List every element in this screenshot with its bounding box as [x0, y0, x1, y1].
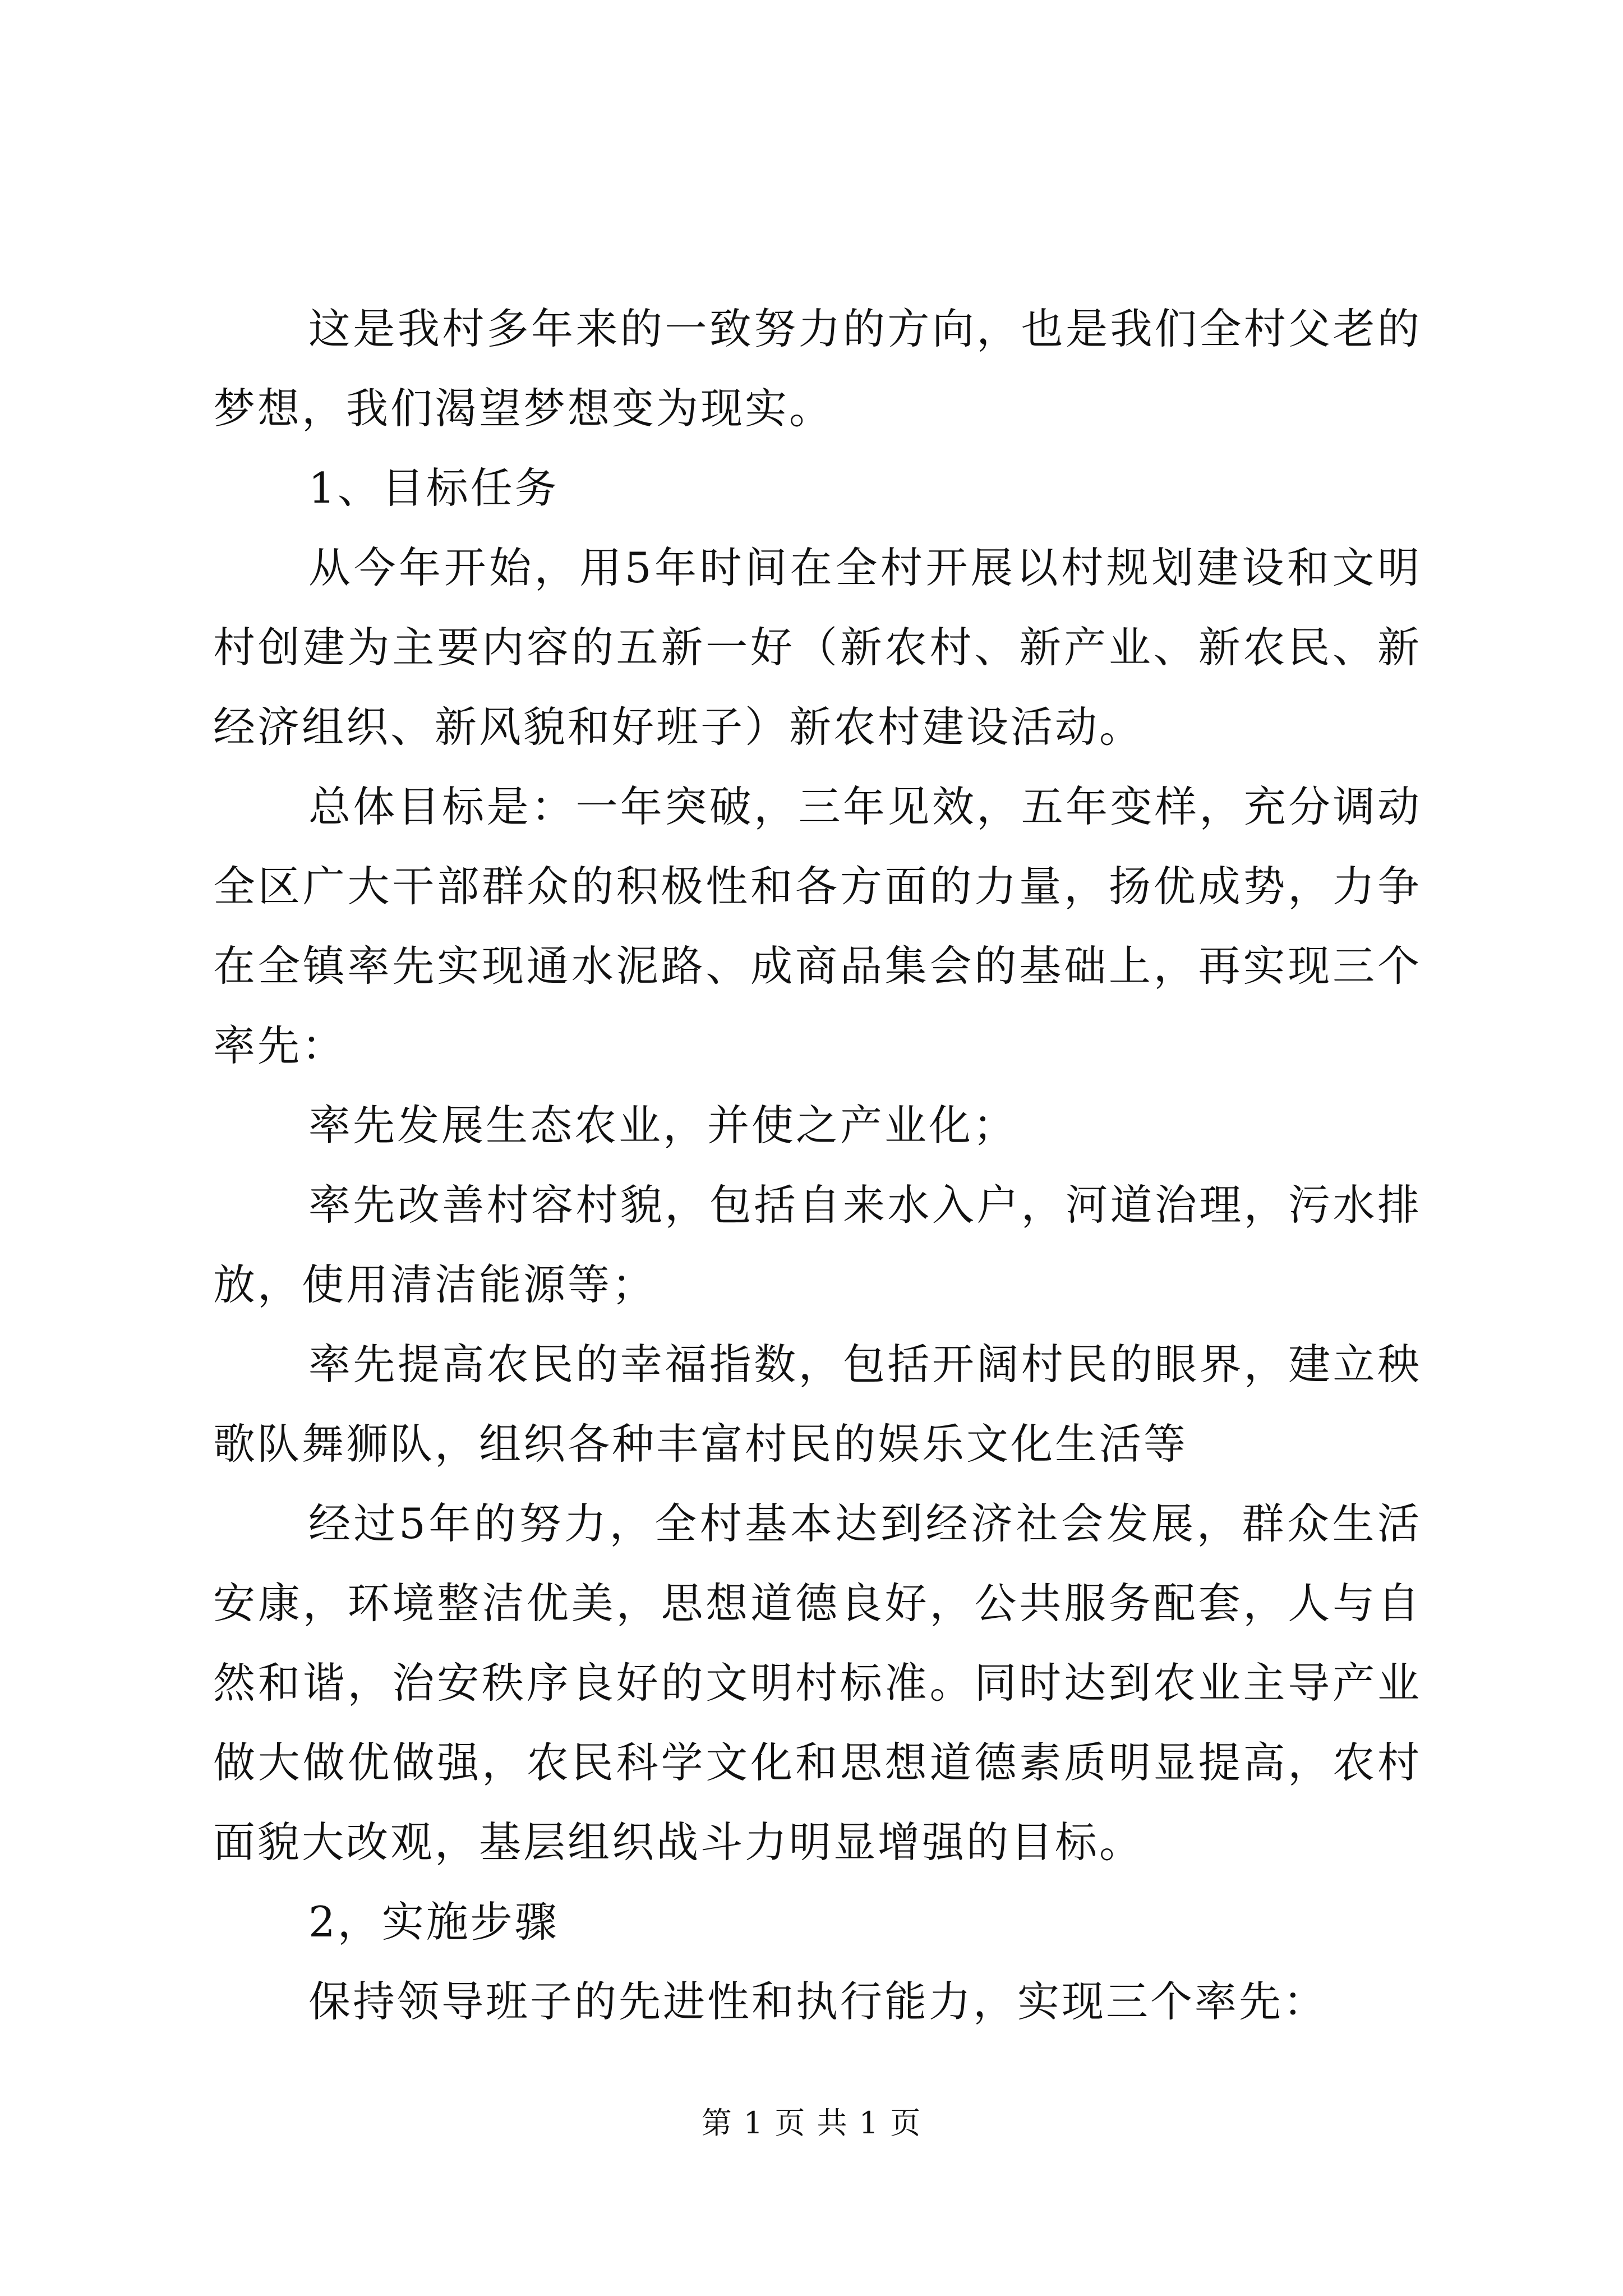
paragraph-leadership: 保持领导班子的先进性和执行能力，实现三个率先： — [308, 1977, 1328, 2026]
paragraph-intro: 这是我村多年来的一致努力的方向，也是我们全村父老的梦想，我们渴望梦想变为现实。 — [213, 304, 1422, 433]
paragraph-second-lead: 率先改善村容村貌，包括自来水入户，河道治理，污水排放，使用清洁能源等； — [213, 1180, 1422, 1309]
paragraph-five-year-result: 经过5年的努力，全村基本达到经济社会发展，群众生活安康，环境整洁优美，思想道德良好，公共服务配套，人与自然和谐，治安秩序良好的文明村标准。同时达到农业主导产业做大做优做强，农民科学文化和思想道德素质明显提高，农村面貌大改观，基层组织战斗力明显增强的目标。 — [213, 1499, 1422, 1867]
paragraph-five-new-one-good: 从今年开始，用5年时间在全村开展以村规划建设和文明村创建为主要内容的五新一好（新农村、新产业、新农民、新经济组织、新风貌和好班子）新农村建设活动。 — [213, 543, 1422, 752]
document-body — [213, 289, 1422, 2041]
page-footer: 第 1 页 共 1 页 — [701, 2105, 922, 2141]
heading-implementation-steps: 2，实施步骤 — [308, 1897, 559, 1947]
paragraph-first-lead: 率先发展生态农业，并使之产业化； — [308, 1101, 1018, 1150]
paragraph-third-lead: 率先提高农民的幸福指数，包括开阔村民的眼界，建立秧歌队舞狮队，组织各种丰富村民的娱乐文化生活等 — [213, 1340, 1422, 1469]
paragraph-overall-goal: 总体目标是：一年突破，三年见效，五年变样，充分调动全区广大干部群众的积极性和各方面的力量，扬优成势，力争在全镇率先实现通水泥路、成商品集会的基础上，再实现三个率先： — [213, 782, 1422, 1070]
heading-goals-tasks: 1、目标任务 — [308, 463, 559, 513]
